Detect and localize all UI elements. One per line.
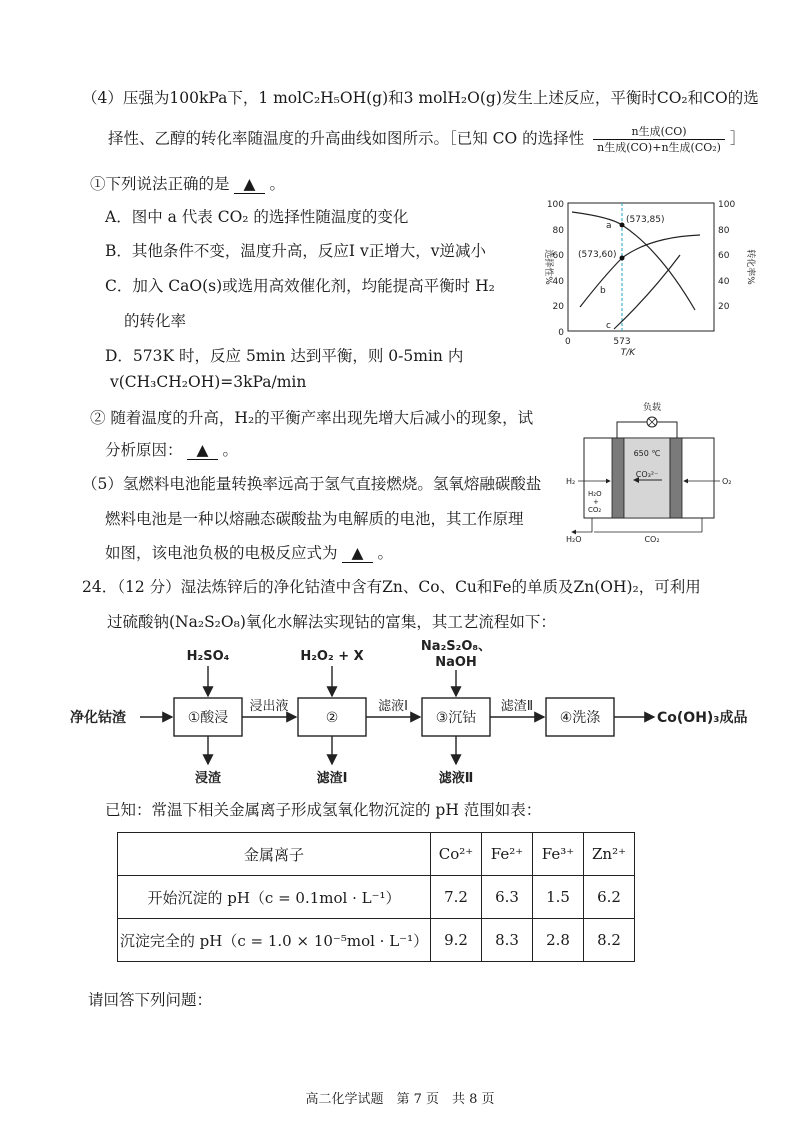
box3-label: ③沉钴 [435,710,477,726]
point-573-85 [620,223,625,228]
q4-line2 [108,124,745,155]
table-cell: 8.3 [482,919,533,962]
curve-c-label: c [606,321,611,331]
temp-label: 650 ℃ [633,449,661,458]
y-tick: 100 [546,200,564,210]
top2-label: H₂O₂ + X [300,649,364,664]
box2-label: ② [325,710,339,726]
table-cell: 1.5 [533,876,584,919]
y-tick: 20 [552,302,564,312]
q24-line2: 过硫酸钠(Na₂S₂O₈)氧化水解法实现钴的富集，其工艺流程如下： [107,613,556,631]
curve-a [572,212,695,310]
fuel-cell-diagram [562,400,742,545]
point-573-60 [620,256,625,261]
bottom3-label: 滤液Ⅱ [438,771,474,786]
top3b-label: NaOH [435,655,477,670]
q4-sub1-prefix: ①下列说法正确的是 [90,175,230,193]
option-d-line1: D．573K 时，反应 5min 达到平衡，则 0-5min 内 [105,347,464,365]
y-tick: 80 [552,226,564,236]
answer-blank[interactable]: ▲ [187,441,219,460]
table-row-label: 开始沉淀的 pH（c = 0.1mol · L⁻¹） [118,876,431,919]
selectivity-conversion-graph [540,195,760,365]
h2-input-label: H₂ [566,477,576,486]
answer-blank[interactable]: ▲ [342,544,374,563]
y-right-tick: 100 [718,200,736,210]
y-tick: 60 [552,251,564,261]
option-c-line1: C．加入 CaO(s)或选用高效催化剂，均能提高平衡时 H₂ [105,277,495,295]
table-cell: 9.2 [431,919,482,962]
co2-output-label: CO₂ [644,535,660,544]
table-cell: 7.2 [431,876,482,919]
fraction-denominator: n生成(CO)+n生成(CO₂) [597,141,721,154]
curve-b-label: b [600,286,606,296]
table-cell: 8.2 [584,919,635,962]
flow-input-label: 净化钴渣 [70,710,126,726]
x-origin-tick: 0 [565,337,571,347]
q4-line2-text: 择性、乙醇的转化率随温度的升高曲线如图所示。［已知 CO 的选择性 [108,129,585,148]
curve-b [580,235,700,307]
bracket-close: ］ [729,129,746,148]
carbonate-ion-label: CO₃²⁻ [635,470,659,479]
y-tick: 0 [558,328,564,338]
arrow23-label: 滤液Ⅰ [378,699,408,714]
q5-line1: （5）氢燃料电池能量转换率远高于氢气直接燃烧。氢氧熔融碳酸盐 [82,475,542,493]
option-b: B．其他条件不变，温度升高，反应Ⅰ v正增大，v逆减小 [105,242,486,260]
point2-label: (573,60) [578,250,617,260]
arrow12-label: 浸出液 [249,699,289,714]
point1-label: (573,85) [626,215,665,225]
option-a: A．图中 a 代表 CO₂ 的选择性随温度的变化 [105,208,409,226]
h2o-label: H₂O [588,490,602,498]
y-left-label: 选择性% [543,249,553,285]
ask-line: 请回答下列问题： [88,991,213,1009]
fraction-numerator: n生成(CO) [593,124,725,140]
load-label: 负载 [642,403,662,413]
table-cell: 2.8 [533,919,584,962]
q24-line1: 24．（12 分）湿法炼锌后的净化钴渣中含有Zn、Co、Cu和Fe的单质及Zn(OH)₂，可利用 [82,578,701,596]
answer-blank[interactable]: ▲ [234,175,266,194]
table-cell: 6.2 [584,876,635,919]
o2-input-label: O₂ [722,477,732,486]
box1-label: ①酸浸 [187,710,229,726]
q4-line1: （4）压强为100kPa下，1 molC₂H₅OH(g)和3 molH₂O(g)发生上述反应，平衡时CO₂和CO的选 [82,89,759,107]
y-right-tick: 20 [718,302,730,312]
top1-label: H₂SO₄ [186,649,230,664]
page-footer: 高二化学试题 第 7 页 共 8 页 [305,1092,495,1107]
y-right-label: 转化率% [745,249,755,285]
y-right-tick: 80 [718,226,730,236]
arrow34-label: 滤渣Ⅱ [500,699,534,714]
option-c-line2: 的转化率 [124,312,187,330]
q4-sub2-line1: ② 随着温度的升高，H₂的平衡产率出现先增大后减小的现象，试 [90,409,534,427]
q5-line3-suffix: 。 [377,544,393,562]
table-header-cell: Fe³⁺ [533,833,584,876]
q5-line3-prefix: 如图，该电池负极的电极反应式为 [105,544,338,562]
box4-label: ④洗涤 [559,710,601,726]
plus-label: + [593,498,599,506]
option-d-line2: v(CH₃CH₂OH)=3kPa/min [110,373,307,391]
co-selectivity-fraction [593,124,725,155]
known-info: 已知：常温下相关金属离子形成氢氧化物沉淀的 pH 范围如表： [105,801,542,819]
precipitation-ph-table [117,832,635,962]
y-tick: 40 [552,277,564,287]
q5-line2: 燃料电池是一种以熔融态碳酸盐为电解质的电池，其工作原理 [105,510,524,528]
bottom1-label: 浸渣 [194,771,222,786]
table-header-row [118,833,635,876]
flow-output-label: Co(OH)₃成品 [657,710,748,726]
process-flowchart [70,640,770,790]
table-header-cell: 金属离子 [118,833,431,876]
table-header-cell: Co²⁺ [431,833,482,876]
y-right-tick: 40 [718,277,730,287]
cathode-electrode [670,438,682,518]
curve-c [614,255,680,329]
table-header-cell: Fe²⁺ [482,833,533,876]
top3a-label: Na₂S₂O₈、 [420,640,492,654]
x-axis-label: T/K [620,348,636,358]
q4-sub1-suffix: 。 [269,175,285,193]
q5-line3 [105,541,393,563]
y-right-tick: 60 [718,251,730,261]
table-row [118,919,635,962]
q4-sub1 [90,172,285,194]
anode-electrode [612,438,624,518]
table-header-cell: Zn²⁺ [584,833,635,876]
curve-a-label: a [606,221,612,231]
q4-sub2-prefix: 分析原因： [105,441,183,459]
table-row-label: 沉淀完全的 pH（c = 1.0 × 10⁻⁵mol · L⁻¹） [118,919,431,962]
q4-sub2-line2 [105,438,238,460]
co2-label: CO₂ [588,506,602,514]
h2o-output-label: H₂O [566,535,582,544]
x-tick: 573 [613,337,631,347]
bottom2-label: 滤渣Ⅰ [316,771,348,786]
table-cell: 6.3 [482,876,533,919]
q4-sub2-suffix: 。 [222,441,238,459]
table-row [118,876,635,919]
